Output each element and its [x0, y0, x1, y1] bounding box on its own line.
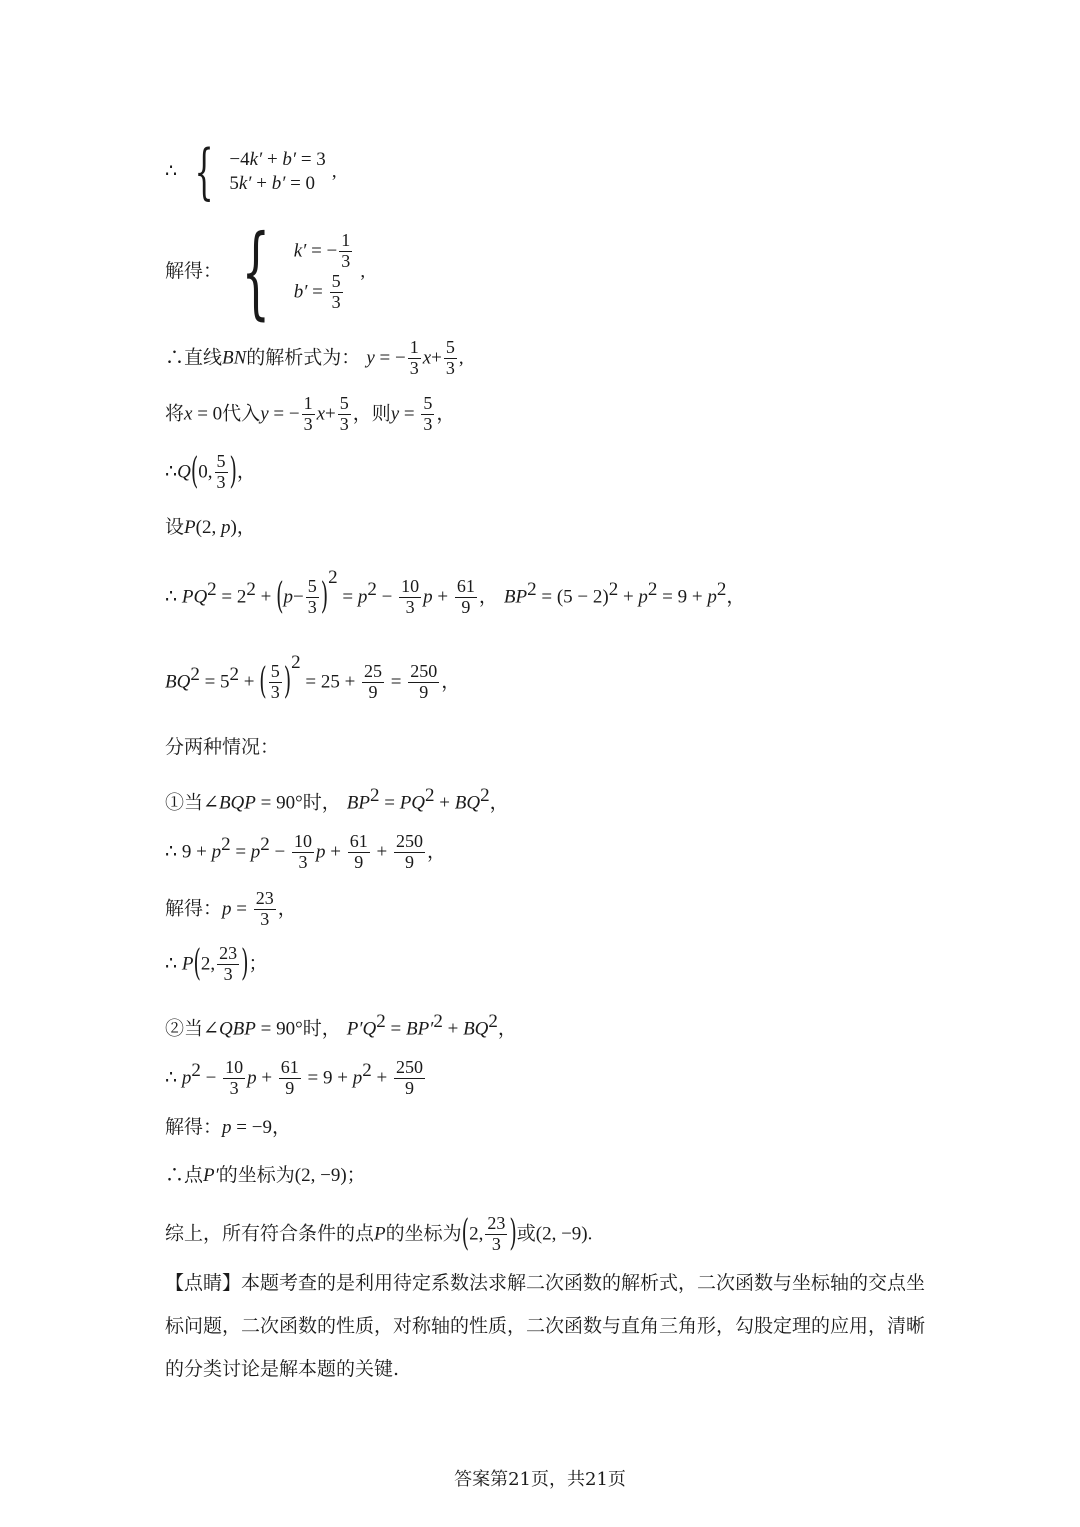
case-2-equation: ∴ $p^2$ − $\frac{10}{3}$ p + $\frac{61}{9}$ = $9 + p^2$ + $\frac{250}{9}$ — [165, 1057, 423, 1098]
case-1-equation: ∴ $9 + p^2 = p^2$ − $\frac{10}{3}$ p + $\frac{61}{9}$ + $\frac{250}{9}$ ， — [165, 831, 446, 872]
solution-system-1: 解得： { k′ = − $\frac{1}{3}$ b′ = $\frac{5}{3}$ , — [165, 213, 366, 330]
line-bn-equation: ∴直线BN的解析式为： y = − $\frac{1}{3}$ x+ $\frac{5}{3}$ , — [165, 337, 464, 378]
distance-pq-bp: ∴ $PQ^2 = 2^2 + (p-$ $\frac{5}{3}$ )$^2 = p^2$ − $\frac{10}{3}$ p + $\frac{61}{9}$ ， $BP^2 = (5 - 2)^2 + p^2 = 9 + p^2$， — [165, 566, 746, 618]
case-2-point: ∴点P′的坐标为(2, −9)； — [165, 1164, 366, 1186]
case-1-condition: ①当∠BQP = 90°时， $BP^2 = PQ^2 + BQ^2$， — [165, 785, 509, 814]
case-2-solution: 解得：p = −9， — [165, 1116, 291, 1138]
conclusion: 综上，所有符合条件的点P的坐标为(2, $\frac{23}{3}$ )或(2, −9). — [165, 1212, 593, 1255]
page-footer: 答案第21页，共21页 — [454, 1469, 626, 1490]
substitute-x0: 将x = 0代入y = − $\frac{1}{3}$ x+ $\frac{5}{3}$ ，则y = $\frac{5}{3}$ ， — [165, 393, 456, 434]
case-1-point: ∴ P(2, $\frac{23}{3}$ )； — [165, 942, 268, 985]
case-1-solution: 解得：p = $\frac{23}{3}$ ， — [165, 888, 297, 929]
point-q: ∴Q(0, $\frac{5}{3}$ )， — [165, 450, 256, 493]
comment-paragraph: 【点睛】本题考查的是利用待定系数法求解二次函数的解析式，二次函数与坐标轴的交点坐标问题，二次函数的性质，对称轴的性质，二次函数与直角三角形，勾股定理的应用，清晰的分类讨论是解本题的关键. — [165, 1272, 926, 1380]
set-point-p: 设P(2, p)， — [165, 516, 256, 538]
case-2-condition: ②当∠QBP = 90°时， $P'Q^2 = BP'^2 + BQ^2$， — [165, 1011, 517, 1040]
equation-system-1: ∴ { −4k′ + b′ = 3 5k′ + b′ = 0 , — [165, 137, 337, 207]
two-cases: 分两种情况： — [165, 736, 280, 758]
distance-bq: $BQ^2 = 5^2$ + ( $\frac{5}{3}$ )$^2$ = 25 + $\frac{25}{9}$ = $\frac{250}{9}$ ， — [165, 651, 461, 703]
